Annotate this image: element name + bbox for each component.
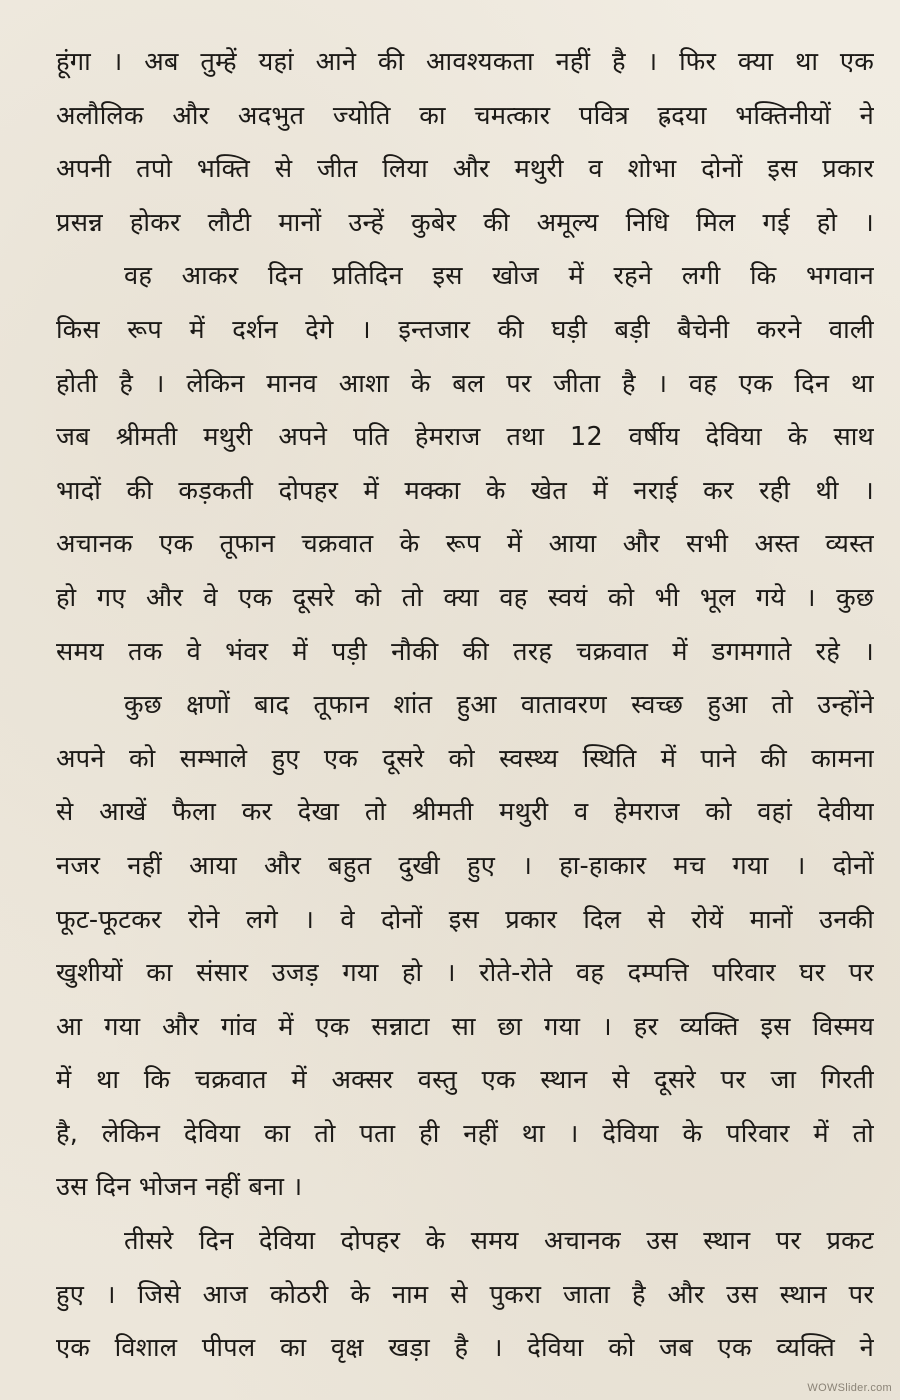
text-line: तीसरे दिन देविया दोपहर के समय अचानक उस स्थान पर प्रकट (124, 1226, 874, 1257)
text-line: अलौलिक और अदभुत ज्योति का चमत्कार पवित्र ह्रदया भक्तिनीयों ने (56, 100, 874, 131)
text-line: भादों की कड़कती दोपहर में मक्का के खेत में नराई कर रही थी । (56, 475, 874, 506)
text-line: अपने को सम्भाले हुए एक दूसरे को स्वस्थ्य स्थिति में पाने की कामना (56, 743, 874, 774)
body-text (56, 36, 874, 1376)
text-line: से आखें फैला कर देखा तो श्रीमती मथुरी व हेमराज को वहां देवीया (56, 797, 874, 828)
text-line: फूट-फूटकर रोने लगे । वे दोनों इस प्रकार दिल से रोयें मानों उनकी (56, 904, 874, 935)
text-line: उस दिन भोजन नहीं बना । (56, 1172, 303, 1203)
text-line: है, लेकिन देविया का तो पता ही नहीं था । देविया के परिवार में तो (56, 1118, 874, 1149)
text-line: खुशीयों का संसार उजड़ गया हो । रोते-रोते वह दम्पत्ति परिवार घर पर (56, 958, 874, 989)
text-line: जब श्रीमती मथुरी अपने पति हेमराज तथा 12 वर्षीय देविया के साथ (56, 422, 874, 453)
text-line: एक विशाल पीपल का वृक्ष खड़ा है । देविया को जब एक व्यक्ति ने (56, 1333, 874, 1364)
text-line: हो गए और वे एक दूसरे को तो क्या वह स्वयं को भी भूल गये । कुछ (56, 582, 874, 613)
text-line: कुछ क्षणों बाद तूफान शांत हुआ वातावरण स्वच्छ हुआ तो उन्होंने (124, 690, 874, 721)
text-line: नजर नहीं आया और बहुत दुखी हुए । हा-हाकार मच गया । दोनों (56, 850, 874, 881)
watermark: WOWSlider.com (807, 1382, 892, 1394)
text-line: होती है । लेकिन मानव आशा के बल पर जीता है । वह एक दिन था (56, 368, 874, 399)
text-line: अचानक एक तूफान चक्रवात के रूप में आया और सभी अस्त व्यस्त (56, 529, 874, 560)
text-line: हूंगा । अब तुम्हें यहां आने की आवश्यकता नहीं है । फिर क्या था एक (56, 47, 874, 77)
text-line: समय तक वे भंवर में पड़ी नौकी की तरह चक्रवात में डगमगाते रहे । (56, 636, 874, 667)
text-line: वह आकर दिन प्रतिदिन इस खोज में रहने लगी कि भगवान (124, 261, 874, 292)
text-line: अपनी तपो भक्ति से जीत लिया और मथुरी व शोभा दोनों इस प्रकार (56, 154, 874, 185)
text-line: में था कि चक्रवात में अक्सर वस्तु एक स्थान से दूसरे पर जा गिरती (56, 1065, 874, 1096)
text-line: हुए । जिसे आज कोठरी के नाम से पुकरा जाता है और उस स्थान पर (56, 1279, 874, 1310)
text-line: आ गया और गांव में एक सन्नाटा सा छा गया । हर व्यक्ति इस विस्मय (56, 1011, 874, 1042)
text-line: प्रसन्न होकर लौटी मानों उन्हें कुबेर की अमूल्य निधि मिल गई हो । (56, 207, 874, 238)
text-line: किस रूप में दर्शन देगे । इन्तजार की घड़ी बड़ी बैचेनी करने वाली (56, 314, 874, 345)
